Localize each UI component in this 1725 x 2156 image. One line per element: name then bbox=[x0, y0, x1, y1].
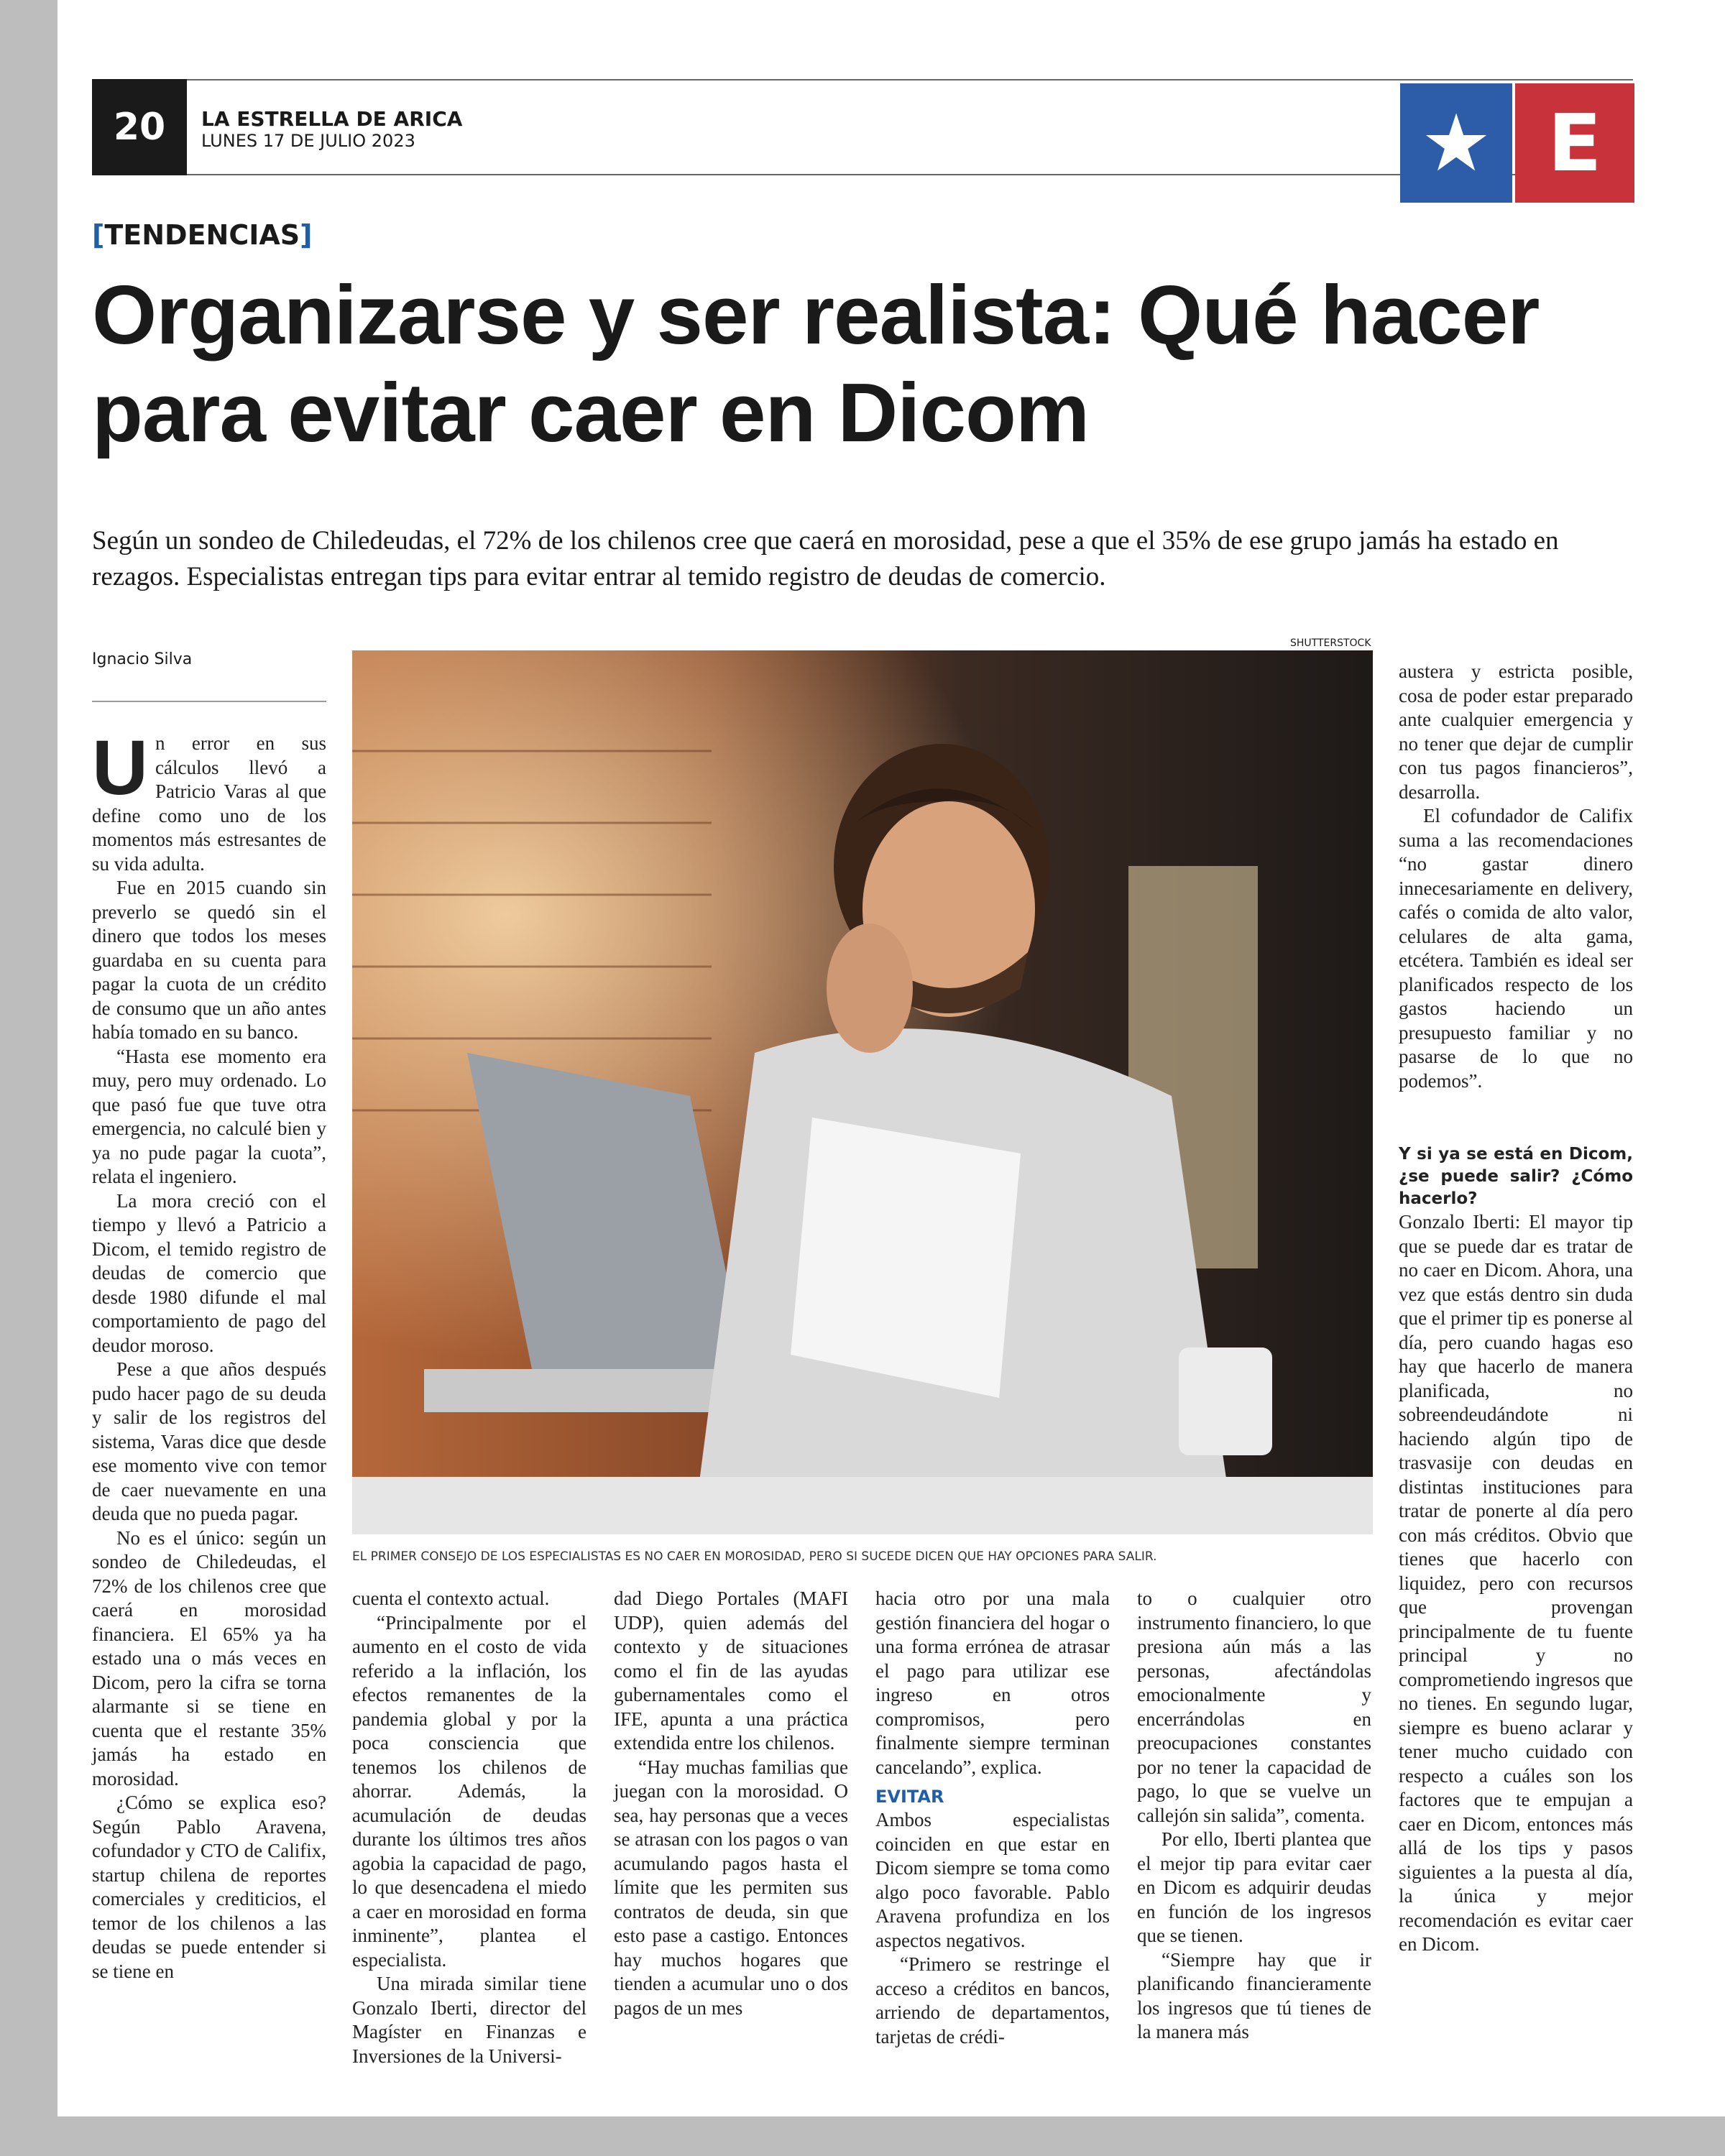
issue-date: LUNES 17 DE JULIO 2023 bbox=[201, 131, 415, 151]
column-1: Un error en sus cálculos llevó a Patricio Varas al que define como uno de los momentos más estresantes de su vida adulta. Fue en 2015 cuando sin preverlo se quedó sin el dinero que todos los meses guardaba en su cuenta para pagar la cuota de un crédito de consumo que un año antes había tomado en su banco. “Hasta ese momento era muy, pero muy ordenado. Lo que pasó fue que tuve otra emergencia, no calculé bien y ya no pude pagar la cuota”, relata el ingeniero. La mora creció con el tiempo y llevó a Patricio a Dicom, el temido registro de deudas de comercio que desde 1980 difunde el mal comportamiento de pago del deudor moroso. Pese a que años después pudo hacer pago de su deuda y salir de los registros del sistema, Varas dice que desde ese momento vive con temor de caer nuevamente en una deuda que no pueda pagar. No es el único: según un sondeo de Chiledeudas, el 72% de los chilenos cree que caerá en morosidad financiera. El 65% ya ha estado una o más veces en Dicom, pero la cifra se torna alarmante si se tiene en cuenta que el restante 35% jamás ha estado en morosidad. ¿Cómo se explica eso? Según Pablo Aravena, cofundador y CTO de Califix, startup chilena de reportes comerciales y crediticios, el temor de los chilenos a las deudas se puede entender si se tiene en bbox=[92, 724, 326, 1982]
column-3: dad Diego Portales (MAFI UDP), quien además del contexto y de situaciones como el fin de las ayudas gubernamentales como el IFE, apunta a una práctica extendida entre los chilenos. “Hay muchas familias que juegan con la morosidad. O sea, hay personas que a veces se atrasan con los pagos o van acumulando pagos hasta el límite que les permiten sus contratos de deuda, sin que esto pase a castigo. Entonces hay muchos hogares que tienden a acumular uno o dos pagos de un mes bbox=[614, 1588, 848, 2019]
photo-caption: EL PRIMER CONSEJO DE LOS ESPECIALISTAS ES NO CAER EN MOROSIDAD, PERO SI SUCEDE DICEN QUE HAY OPCIONES PARA SALIR. bbox=[352, 1549, 1157, 1564]
column-2: cuenta el contexto actual. “Principalmente por el aumento en el costo de vida referido a la inflación, los efectos remanentes de la pandemia global y por la poca consciencia que tenemos los chilenos de ahorrar. Además, la acumulación de deudas durante los últimos tres años agobia la capacidad de pago, lo que desencadena el miedo a caer en morosidad en forma inminente”, plantea el especialista. Una mirada similar tiene Gonzalo Iberti, director del Magíster en Finanzas e Inversiones de la Universi- bbox=[352, 1588, 586, 2067]
paper-name: LA ESTRELLA DE ARICA bbox=[201, 107, 463, 131]
byline-rule bbox=[92, 701, 326, 702]
star-icon: ★ bbox=[1400, 83, 1512, 203]
headline: Organizarse y ser realista: Qué hacer para evitar caer en Dicom bbox=[92, 268, 1540, 459]
column-6: austera y estricta posible, cosa de poder estar preparado ante cualquier emergencia y no tener que dejar de cumplir con tus pagos financieros”, desarrolla. El cofundador de Califix suma a las recomendaciones “no gastar dinero innecesariamente en delivery, cafés o comida de alto valor, celulares de alta gama, etcétera. También es ideal ser planificados respecto de los gastos haciendo un presupuesto familiar y no pasarse de lo que no podemos”. Y si ya se está en Dicom, ¿se puede salir? ¿Cómo hacerlo? Gonzalo Iberti: El mayor tip que se puede dar es tratar de no caer en Dicom. Ahora, una vez que estás dentro sin duda que el primer tip es ponerse al día, pero cuando hagas eso hay que hacerlo de manera planificada, no sobreendeudándote ni haciendo algún tipo de trasvasije con deudas en distintas instituciones para tratar de ponerte al día pero con más créditos. Obvio que tienes que hacerlo con liquidez, pero con recursos que provengan principalmente de tu fuente principal y no comprometiendo ingresos que no tienes. En segundo lugar, siempre es bueno aclarar y tener mucho cuidado con respecto a cuáles son los factores que te empujan a caer en Dicom, entonces más allá de los tips y pasos siguientes a la puesta al día, la única y mejor recomendación es evitar caer en Dicom. bbox=[1399, 660, 1633, 1955]
photo-credit: SHUTTERSTOCK bbox=[1290, 637, 1371, 649]
column-5: to o cualquier otro instrumento financiero, lo que presiona aún más a las personas, afectándolas emocionalmente y encerrándolas en preocupaciones constantes por no tener la capacidad de pago, lo que se vuelve un callejón sin salida”, comenta. Por ello, Iberti plantea que el mejor tip para evitar caer en Dicom es adquirir deudas en función de los ingresos que se tienen. “Siempre hay que ir planificando financieramente los ingresos que tú tienes de la manera más bbox=[1137, 1588, 1371, 2042]
subhead-dicom: Y si ya se está en Dicom, ¿se puede salir? ¿Cómo hacerlo? bbox=[1399, 1145, 1633, 1208]
byline: Ignacio Silva bbox=[92, 650, 193, 668]
drop-cap: U bbox=[92, 724, 148, 811]
subhead-evitar: EVITAR bbox=[875, 1787, 944, 1807]
logo-letter: E bbox=[1515, 83, 1634, 203]
page-number: 20 bbox=[92, 79, 187, 175]
deck: Según un sondeo de Chiledeudas, el 72% de los chilenos cree que caerá en morosidad, pese a que el 35% de ese grupo jamás ha estado en rezagos. Especialistas entregan tips para evitar entrar al temido registro de deudas de comercio. bbox=[92, 526, 1559, 591]
column-4: hacia otro por una mala gestión financiera del hogar o una forma errónea de atrasar el pago para utilizar ese ingreso en otros compromisos, pero finalmente siempre terminan cancelando”, explica. EVITAR Ambos especialistas coinciden en que estar en Dicom siempre se toma como algo poco favorable. Pablo Aravena profundiza en los aspectos negativos. “Primero se restringe el acceso a créditos en bancos, arriendo de departamentos, tarjetas de crédi- bbox=[875, 1588, 1110, 2047]
article-photo bbox=[352, 650, 1373, 1534]
section-kicker: [TENDENCIAS] bbox=[92, 219, 313, 251]
top-rule bbox=[92, 79, 1633, 80]
